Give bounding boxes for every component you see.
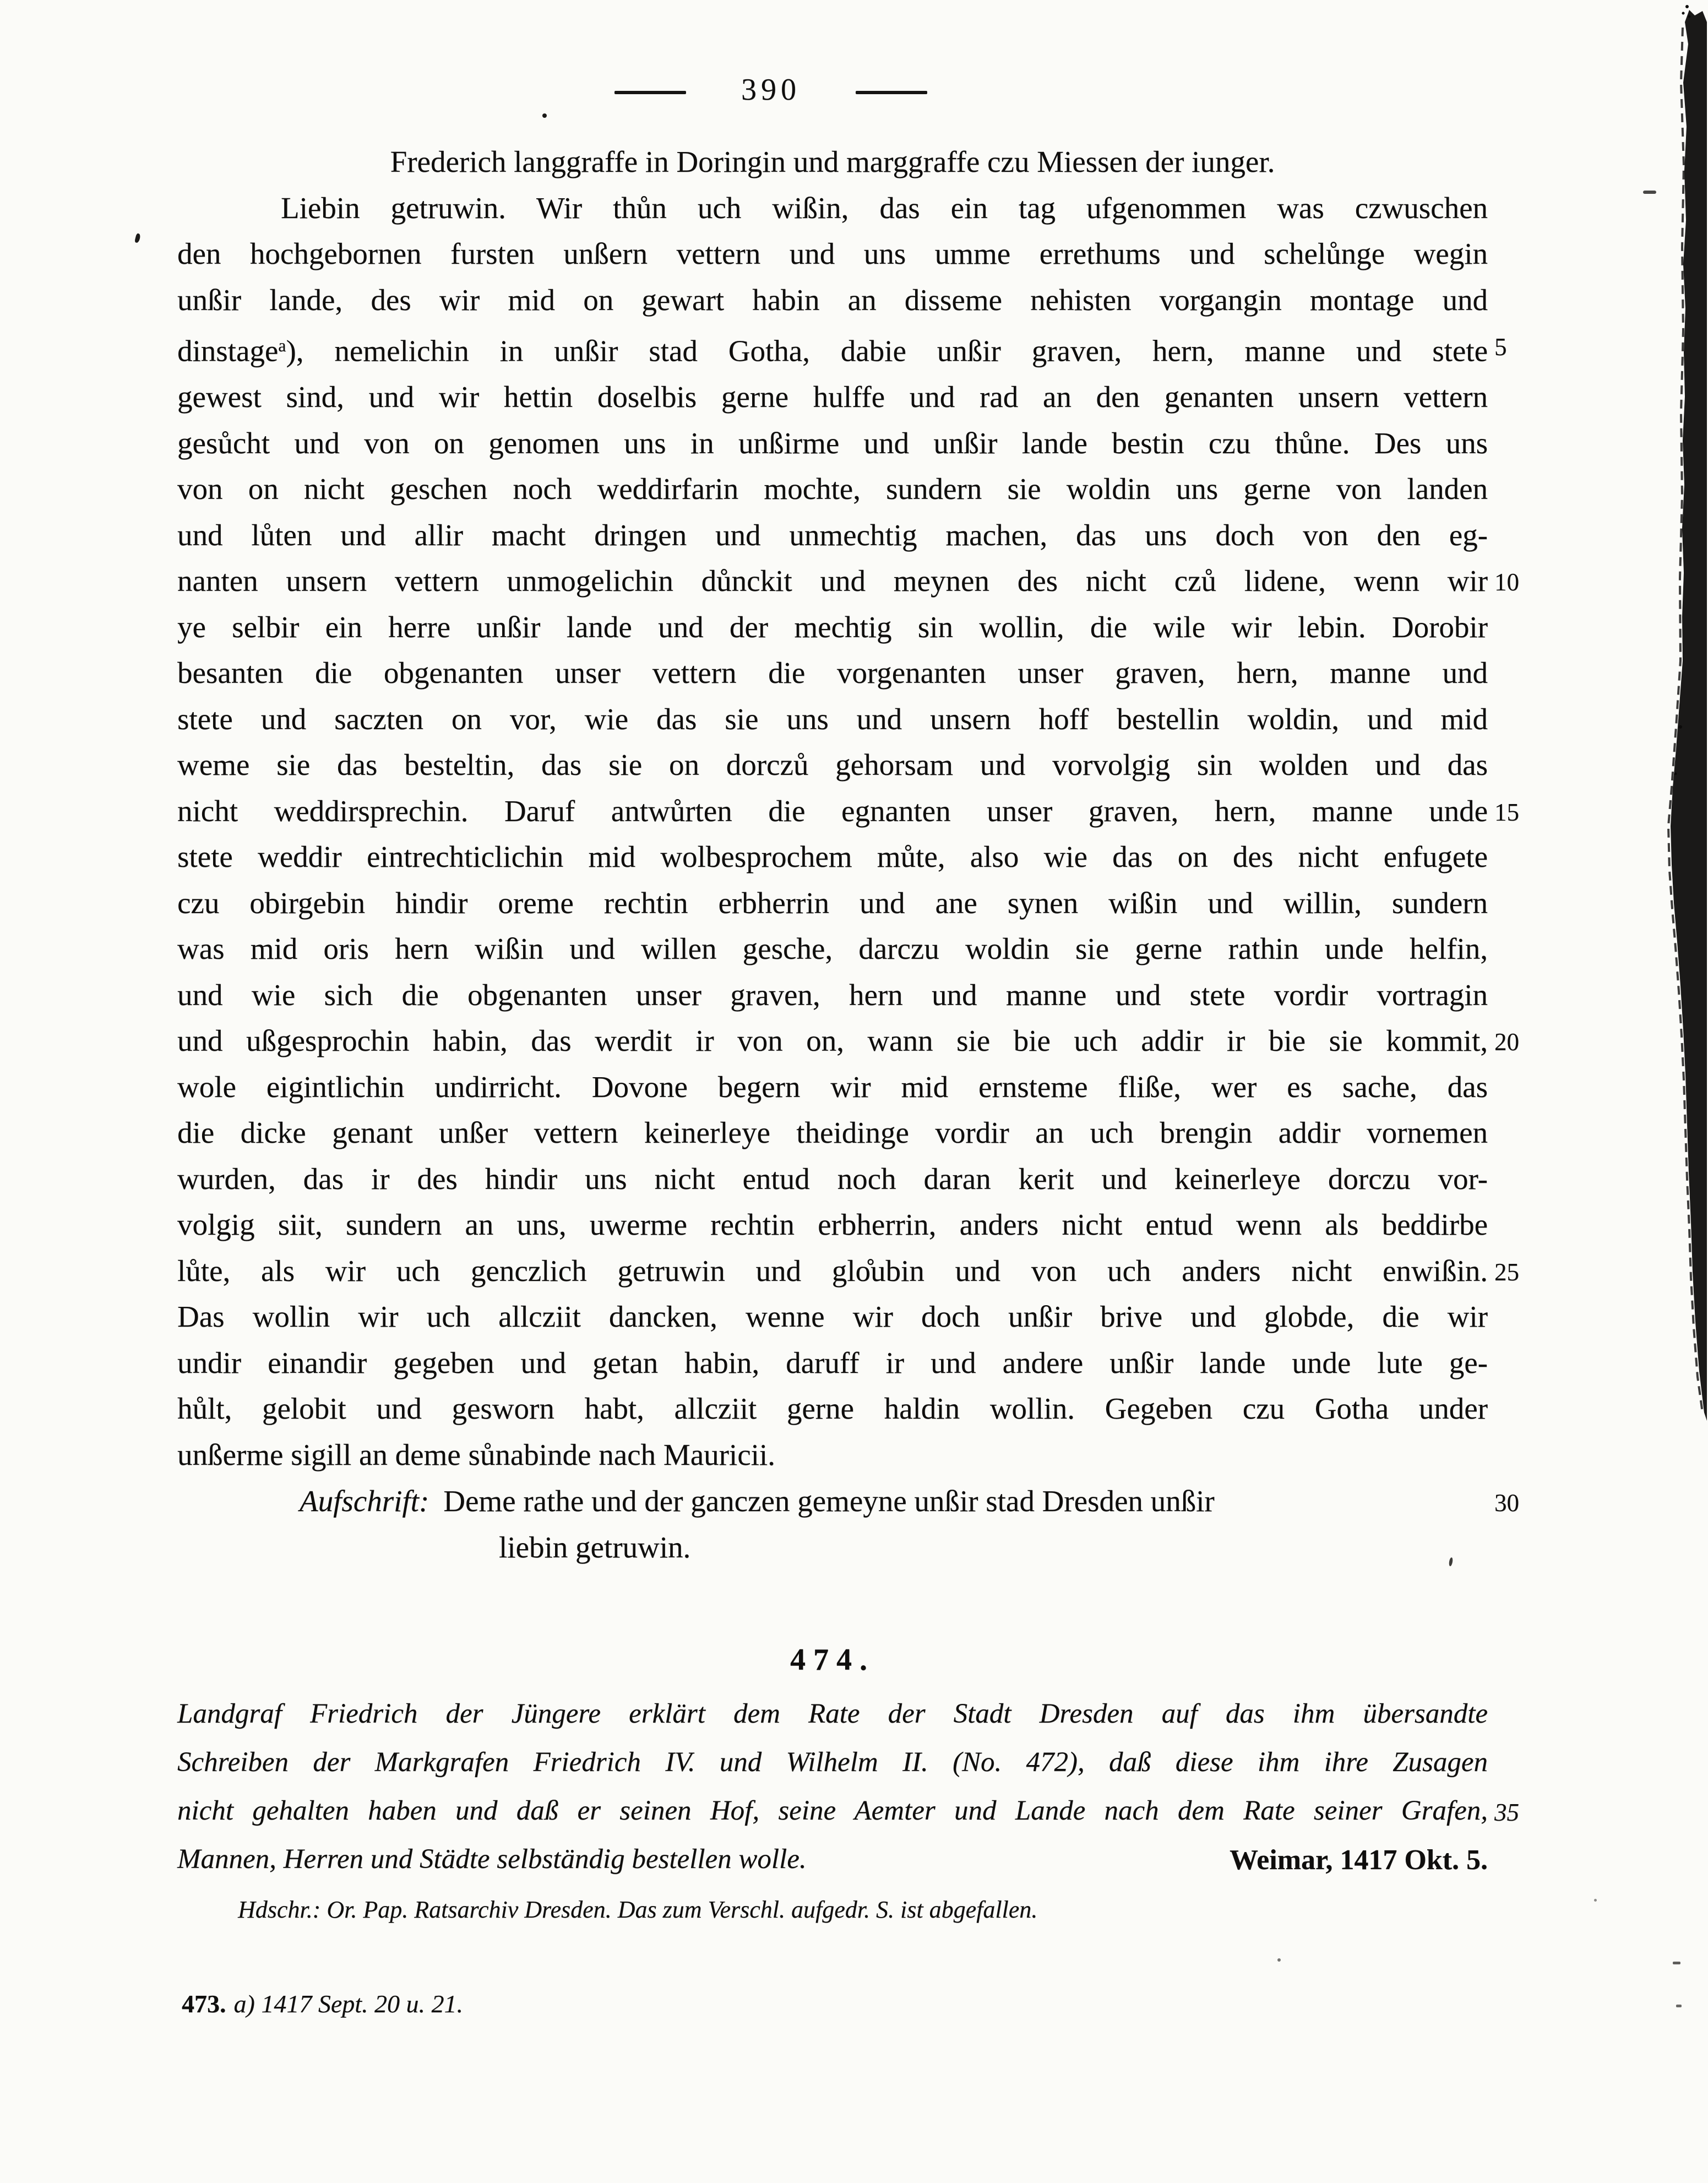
text-line <box>177 1340 1488 1386</box>
text-line <box>177 604 1488 650</box>
line-text: unßerme sigill an deme sůnabinde nach Mauricii. <box>177 1437 775 1471</box>
margin-line-number: 35 <box>1494 1799 1519 1826</box>
text-line <box>177 323 1507 374</box>
text-line <box>177 742 1488 788</box>
line-text: hůlt, gelobit und gesworn habt, allcziit gerne haldin wollin. Gegeben czu Gotha under <box>177 1392 1488 1426</box>
section-number-474: 474. <box>790 1643 875 1677</box>
salutation-line: Frederich langgraffe in Doringin und marggraffe czu Miessen der iunger. <box>390 145 1275 178</box>
text-line <box>177 926 1488 972</box>
line-text: czu obirgebin hindir oreme rechtin erbherrin und ane synen wißin und willin, sundern <box>177 886 1488 920</box>
footnote-ref: 473. <box>182 1990 226 2018</box>
line-text: und lůten und allir macht dringen und unmechtig machen, das uns doch von den eg- <box>177 518 1488 552</box>
text-line <box>177 1432 1488 1478</box>
text-line <box>177 788 1519 834</box>
text-line <box>177 466 1488 512</box>
text-line <box>177 1064 1488 1110</box>
text-line <box>177 1018 1519 1064</box>
line-text: lůte, als wir uch genczlich getruwin und glo̊ubin und von uch anders nicht enwißin. <box>177 1253 1488 1288</box>
margin-line-number: 10 <box>1494 568 1519 596</box>
text-line <box>177 558 1519 604</box>
page-number: 390 <box>741 73 801 107</box>
footnote-marker: a <box>278 336 286 355</box>
summary-line <box>177 1835 1488 1883</box>
line-text: wole eigintlichin undirricht. Dovone begern wir mid ernsteme fliße, wer es sache, das <box>177 1069 1488 1104</box>
line-text: stete und saczten on vor, wie das sie uns und unsern hoff bestellin woldin, und mid <box>177 702 1488 736</box>
ink-speck <box>1676 2005 1682 2007</box>
header-rule-right <box>856 91 927 94</box>
line-text: Mannen, Herren und Städte selbständig bestellen wolle. <box>177 1844 807 1875</box>
margin-line-number: 20 <box>1494 1028 1519 1056</box>
footnote <box>182 1989 1283 2018</box>
line-text: was mid oris hern wißin und willen gesche, darczu woldin sie gerne rathin unde helfin, <box>177 932 1488 966</box>
page-header <box>0 70 1542 109</box>
line-text: Das wollin wir uch allcziit dancken, wenne wir doch unßir brive und globde, die wir <box>177 1300 1488 1334</box>
text-line <box>177 277 1488 323</box>
summary-line <box>177 1738 1488 1786</box>
header-rule-left <box>614 91 686 94</box>
text-line <box>177 1156 1488 1202</box>
line-text: Landgraf Friedrich der Jüngere erklärt dem Rate der Stadt Dresden auf das ihm übersandte <box>177 1698 1488 1729</box>
line-text: gesůcht und von on genomen uns in unßirme und unßir lande bestin czu thůne. Des uns <box>177 426 1488 460</box>
margin-line-number: 25 <box>1494 1258 1519 1286</box>
summary-line <box>177 1786 1519 1835</box>
margin-line-number: 15 <box>1494 798 1519 826</box>
line-text: von on nicht geschen noch weddirfarin mochte, sundern sie woldin uns gerne von landen <box>177 472 1488 506</box>
text-line <box>177 834 1488 880</box>
line-text: nicht weddirsprechin. Daruf antwůrten die egnanten unser graven, hern, manne unde <box>177 794 1488 828</box>
line-text: und wie sich die obgenanten unser graven, hern und manne und stete vordir vortragin <box>177 978 1488 1012</box>
text-line <box>177 1386 1488 1432</box>
aufschrift-label: Aufschrift: <box>300 1484 429 1518</box>
line-text: gewest sind, und wir hettin doselbis gerne hulffe und rad an den genanten unsern vettern <box>177 380 1488 414</box>
text-line <box>177 650 1488 696</box>
ink-speck <box>542 113 547 118</box>
ink-speck <box>1643 191 1656 194</box>
text-line <box>177 1110 1488 1156</box>
document-473-text <box>177 139 1519 1478</box>
footnote-text: a) 1417 Sept. 20 u. 21. <box>233 1990 464 2018</box>
line-text: nicht gehalten haben und daß er seinen Hof, seine Aemter und Lande nach dem Rate seiner Grafen, <box>177 1795 1488 1826</box>
line-text: ye selbir ein herre unßir lande und der mechtig sin wollin, die wile wir lebin. Dorobir <box>177 610 1488 644</box>
line-text: stete weddir eintrechticlichin mid wolbesprochem můte, also wie das on des nicht enfugete <box>177 840 1488 874</box>
line-text: Schreiben der Markgrafen Friedrich IV. und Wilhelm II. (No. 472), daß diese ihm ihre Zusagen <box>177 1747 1488 1778</box>
aufschrift-block <box>177 1478 1519 1571</box>
line-text: den hochgebornen fursten unßern vettern und uns umme errethums und schelůnge wegin <box>177 237 1488 270</box>
text-line <box>177 231 1488 277</box>
line-text: weme sie das besteltin, das sie on dorczů gehorsam und vorvolgig sin wolden und das <box>177 748 1488 782</box>
text-line <box>177 972 1488 1018</box>
line-text: und ußgesprochin habin, das werdit ir von on, wann sie bie uch addir ir bie sie kommit, <box>177 1024 1488 1058</box>
ink-speck <box>134 233 141 243</box>
line-text: Liebin getruwin. Wir thůn uch wißin, das ein tag ufgenommen was czwuschen <box>281 191 1488 225</box>
ink-speck <box>1673 1962 1680 1964</box>
line-text: besanten die obgenanten unser vettern die vorgenanten unser graven, hern, manne und <box>177 656 1488 690</box>
text-line <box>177 420 1488 466</box>
line-text: unßir lande, des wir mid on gewart habin an disseme nehisten vorgangin montage und <box>177 283 1488 317</box>
aufschrift-line <box>177 1478 1519 1524</box>
line-text: nanten unsern vettern unmogelichin důnckit und meynen des nicht czů lidene, wenn wir <box>177 564 1488 598</box>
text-line <box>177 1248 1519 1294</box>
ink-speck <box>1277 1958 1281 1962</box>
line-text: dinstage <box>177 334 279 368</box>
line-text: ), nemelichin in unßir stad Gotha, dabie unßir graven, hern, manne und stete <box>286 334 1488 368</box>
source-note: Hdschr.: Or. Pap. Ratsarchiv Dresden. Das zum Verschl. aufgedr. S. ist abgefallen. <box>238 1896 1038 1923</box>
line-text: undir einandir gegeben und getan habin, daruff ir und andere unßir lande unde lute ge- <box>177 1345 1488 1380</box>
text-line <box>177 185 1488 231</box>
text-line <box>177 696 1488 742</box>
document-474-summary <box>177 1690 1519 1883</box>
line-text: die dicke genant unßer vettern keinerleye theidinge vordir an uch brengin addir vornemen <box>177 1116 1488 1150</box>
scan-gutter-artifact <box>1652 0 1708 1465</box>
text-line <box>177 880 1488 926</box>
text-line <box>177 1294 1488 1340</box>
text-line <box>177 374 1488 420</box>
margin-line-number: 30 <box>1494 1489 1519 1517</box>
aufschrift-text: Deme rathe und der ganczen gemeyne unßir stad Dresden unßir <box>443 1484 1215 1518</box>
aufschrift-line-2: liebin getruwin. <box>499 1530 691 1564</box>
line-text: volgig siit, sundern an uns, uwerme rechtin erbherrin, anders nicht entud wenn als beddirbe <box>177 1208 1488 1242</box>
line-text: wurden, das ir des hindir uns nicht entud noch daran kerit und keinerleye dorczu vor- <box>177 1161 1488 1196</box>
ink-speck <box>1594 1899 1597 1902</box>
margin-line-number: 5 <box>1494 333 1507 361</box>
summary-line <box>177 1690 1488 1738</box>
dateline: Weimar, 1417 Okt. 5. <box>1230 1844 1488 1876</box>
text-line <box>177 1202 1488 1248</box>
text-line <box>177 512 1488 558</box>
